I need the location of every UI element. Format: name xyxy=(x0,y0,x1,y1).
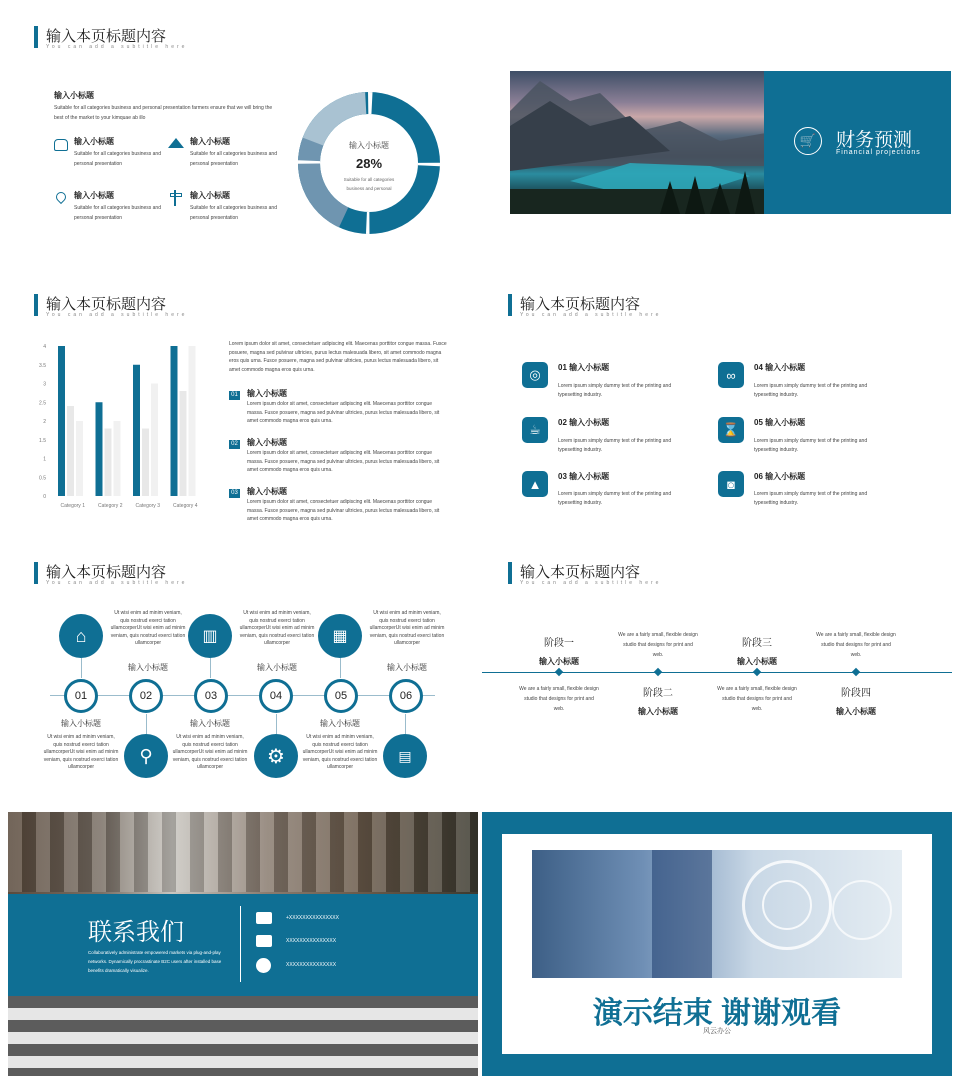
camera-icon: ◙ xyxy=(718,471,744,497)
y-tick-label: 3 xyxy=(43,381,46,388)
home-icon: ⌂ xyxy=(59,614,103,658)
stage-name: 阶段一 xyxy=(544,638,574,649)
donut-caption: Suitable for all categories business and personal xyxy=(343,177,395,191)
grid-item-title: 02 输入小标题 xyxy=(558,418,610,427)
globe-icon: ◎ xyxy=(522,362,548,388)
grid-item-title: 06 输入小标题 xyxy=(754,472,806,481)
stage-name: 阶段四 xyxy=(841,688,871,699)
slide-4-icon-grid xyxy=(482,276,952,536)
closing-title: 演示结束 谢谢观看 xyxy=(592,997,842,1030)
page-title: 输入本页标题内容 xyxy=(46,564,167,581)
mountain-icon xyxy=(168,138,184,148)
y-tick-label: 2.5 xyxy=(39,400,46,407)
step-text: Ut wisi enim ad minim veniam, quis nostrud exerci tation ullamcorperUt wisi enim ad minim veniam, quis nostrud exerci tation ullamcorper xyxy=(239,610,315,646)
slide-3-bar-chart xyxy=(8,276,478,536)
step-circle-06: 06 xyxy=(389,679,423,713)
chart-icon: ▥ xyxy=(188,614,232,658)
item-text: Lorem ipsum dolor sit amet, consectetuer adipiscing elit. Maecenas porttitor congue massa. Fusce posuere, magna sed pulvinar ultricies, purus lectus malesuada libero, sit amet commodo magna eros quis urna. xyxy=(247,499,440,522)
location-pin-icon xyxy=(54,190,68,204)
search-icon: ⚲ xyxy=(124,734,168,778)
item-title: 输入小标题 xyxy=(247,438,287,447)
graduation-cap-icon: ▲ xyxy=(522,471,548,497)
step-label: 输入小标题 xyxy=(257,663,297,672)
y-tick-label: 4 xyxy=(43,344,46,350)
feature-title: 输入小标题 xyxy=(74,191,114,200)
x-tick-label: Category 2 xyxy=(98,503,123,509)
stage-title: 输入小标题 xyxy=(737,657,777,666)
page-subtitle: You can add a subtitle here xyxy=(520,580,662,586)
stage-marker xyxy=(654,668,662,676)
stage-text: We are a fairly small, flexible design studio that designs for print and web. xyxy=(618,632,698,658)
grid-item-title: 04 输入小标题 xyxy=(754,363,806,372)
bar-chart xyxy=(28,336,208,516)
bar-2-1 xyxy=(142,429,149,497)
contact-desc: Collaboratively administrate empowered markets via plug-and-play networks. Dynamically procrastinate B2C users after installed base benefits dramatically visualize. xyxy=(88,950,222,973)
stage-marker xyxy=(753,668,761,676)
bar-2-0 xyxy=(133,365,140,496)
step-circle-01: 01 xyxy=(64,679,98,713)
slide-7-contact xyxy=(8,812,478,1076)
step-circle-05: 05 xyxy=(324,679,358,713)
stage-name: 阶段三 xyxy=(742,638,772,649)
stage-marker xyxy=(852,668,860,676)
y-tick-label: 1 xyxy=(43,456,46,463)
slide-1-overview xyxy=(8,8,478,268)
x-tick-label: Category 4 xyxy=(173,503,198,509)
stage-text: We are a fairly small, flexible design studio that designs for print and web. xyxy=(519,686,599,712)
bar-0-1 xyxy=(67,406,74,496)
stage-title: 输入小标题 xyxy=(539,657,579,666)
slide-6-stages xyxy=(482,544,952,804)
intro-text: Suitable for all categories business and personal presentation farmers ensure that we will bring the best of the market to your kimquae ab illo xyxy=(54,105,273,121)
stage-text: We are a fairly small, flexible design studio that designs for print and web. xyxy=(816,632,896,658)
step-label: 输入小标题 xyxy=(387,663,427,672)
divider xyxy=(240,906,241,982)
closing-card xyxy=(502,834,932,1054)
y-tick-label: 3.5 xyxy=(39,362,46,369)
connector-line xyxy=(146,714,147,734)
grid-item-title: 05 输入小标题 xyxy=(754,418,806,427)
chart-description: Lorem ipsum dolor sit amet, consectetuer adipiscing elit. Maecenas porttitor congue massa. Fusce posuere, magna sed pulvinar ultricies, purus lectus malesuada libero, sit amet commodo magna eros quis urna. Fusce posuere, magna sed pulvinar ultricies, purus lectus malesuada libero, sit amet commodo magna eros quis urna. xyxy=(229,341,447,373)
item-title: 输入小标题 xyxy=(247,389,287,398)
contact-card-icon xyxy=(256,912,272,924)
step-label: 输入小标题 xyxy=(190,719,230,728)
page-subtitle: You can add a subtitle here xyxy=(46,312,188,318)
section-heading: 输入小标题 xyxy=(54,91,94,100)
bar-3-1 xyxy=(180,391,187,496)
contact-value: XXXXXXXXXXXXXXX xyxy=(286,962,337,968)
slide-5-timeline xyxy=(8,544,478,804)
gear-icon: ⚙ xyxy=(254,734,298,778)
timeline-axis xyxy=(50,695,435,696)
contact-title: 联系我们 xyxy=(88,919,184,946)
feature-title: 输入小标题 xyxy=(74,137,114,146)
connector-line xyxy=(81,658,82,678)
car-icon xyxy=(54,139,68,151)
bar-3-0 xyxy=(171,346,178,496)
bar-1-0 xyxy=(96,402,103,496)
donut-label: 输入小标题 xyxy=(349,141,389,150)
feature-text: Suitable for all categories business and personal presentation xyxy=(74,205,161,221)
page-title: 输入本页标题内容 xyxy=(46,296,167,313)
grid-item-text: Lorem ipsum simply dummy text of the printing and typesetting industry. xyxy=(558,491,672,506)
step-text: Ut wisi enim ad minim veniam, quis nostrud exerci tation ullamcorperUt wisi enim ad minim veniam, quis nostrud exerci tation ullamcorper xyxy=(369,610,445,646)
panel-title: 财务预测 xyxy=(836,130,913,151)
bar-3-2 xyxy=(189,346,196,496)
grid-item-text: Lorem ipsum simply dummy text of the printing and typesetting industry. xyxy=(754,383,868,398)
step-circle-02: 02 xyxy=(129,679,163,713)
cart-icon: 🛒 xyxy=(794,127,822,155)
financial-panel xyxy=(764,71,951,214)
brand-label: 风云办公 xyxy=(703,1028,731,1035)
bar-1-1 xyxy=(105,429,112,497)
grid-item-text: Lorem ipsum simply dummy text of the printing and typesetting industry. xyxy=(754,438,868,453)
panel-subtitle: Financial projections xyxy=(836,149,921,156)
bar-2-2 xyxy=(151,384,158,497)
compass-icon xyxy=(256,958,271,973)
slide-2-financial xyxy=(482,8,952,268)
feature-text: Suitable for all categories business and personal presentation xyxy=(190,151,277,167)
x-tick-label: Category 3 xyxy=(135,503,160,509)
step-text: Ut wisi enim ad minim veniam, quis nostrud exerci tation ullamcorperUt wisi enim ad minim veniam, quis nostrud exerci tation ullamcorper xyxy=(172,734,248,770)
hourglass-icon: ⌛ xyxy=(718,417,744,443)
page-subtitle: You can add a subtitle here xyxy=(46,44,188,50)
connector-line xyxy=(276,714,277,734)
page-subtitle: You can add a subtitle here xyxy=(520,312,662,318)
contact-value: +XXXXXXXXXXXXXXX xyxy=(286,915,339,921)
step-circle-03: 03 xyxy=(194,679,228,713)
connector-line xyxy=(340,658,341,678)
step-text: Ut wisi enim ad minim veniam, quis nostrud exerci tation ullamcorperUt wisi enim ad minim veniam, quis nostrud exerci tation ullamcorper xyxy=(43,734,119,770)
item-number-badge: 01 xyxy=(229,391,240,400)
item-text: Lorem ipsum dolor sit amet, consectetuer adipiscing elit. Maecenas porttitor congue massa. Fusce posuere, magna sed pulvinar ultricies, purus lectus malesuada libero, sit amet commodo magna eros quis urna. xyxy=(247,401,440,424)
step-label: 输入小标题 xyxy=(128,663,168,672)
stage-marker xyxy=(555,668,563,676)
item-number-badge: 03 xyxy=(229,489,240,498)
step-label: 输入小标题 xyxy=(61,719,101,728)
donut-percent: 28% xyxy=(355,156,383,171)
page-title: 输入本页标题内容 xyxy=(520,296,641,313)
stage-text: We are a fairly small, flexible design studio that designs for print and web. xyxy=(717,686,797,712)
page-title: 输入本页标题内容 xyxy=(520,564,641,581)
grid-item-text: Lorem ipsum simply dummy text of the printing and typesetting industry. xyxy=(558,383,672,398)
stage-title: 输入小标题 xyxy=(836,707,876,716)
item-title: 输入小标题 xyxy=(247,487,287,496)
feature-text: Suitable for all categories business and personal presentation xyxy=(74,151,161,167)
feature-title: 输入小标题 xyxy=(190,191,230,200)
x-tick-label: Category 1 xyxy=(60,503,85,509)
slide-8-closing xyxy=(482,812,952,1076)
y-tick-label: 1.5 xyxy=(39,437,46,444)
tech-photo xyxy=(532,850,902,978)
item-text: Lorem ipsum dolor sit amet, consectetuer adipiscing elit. Maecenas porttitor congue massa. Fusce posuere, magna sed pulvinar ultricies, purus lectus malesuada libero, sit amet commodo magna eros quis urna. xyxy=(247,450,440,473)
factory-icon: ▦ xyxy=(318,614,362,658)
stage-title: 输入小标题 xyxy=(638,707,678,716)
connector-line xyxy=(210,658,211,678)
bar-0-2 xyxy=(76,421,83,496)
landscape-photo xyxy=(510,71,766,214)
page-title: 输入本页标题内容 xyxy=(46,28,167,45)
step-circle-04: 04 xyxy=(259,679,293,713)
step-text: Ut wisi enim ad minim veniam, quis nostrud exerci tation ullamcorperUt wisi enim ad minim veniam, quis nostrud exerci tation ullamcorper xyxy=(302,734,378,770)
feature-title: 输入小标题 xyxy=(190,137,230,146)
calendar-icon: ▤ xyxy=(383,734,427,778)
page-subtitle: You can add a subtitle here xyxy=(46,580,188,586)
stage-name: 阶段二 xyxy=(643,688,673,699)
step-text: Ut wisi enim ad minim veniam, quis nostrud exerci tation ullamcorperUt wisi enim ad minim veniam, quis nostrud exerci tation ullamcorper xyxy=(110,610,186,646)
bar-1-2 xyxy=(114,421,121,496)
link-icon: ∞ xyxy=(718,362,744,388)
y-tick-label: 0.5 xyxy=(39,475,46,482)
contact-value: XXXXXXXXXXXXXXX xyxy=(286,938,337,944)
bar-0-0 xyxy=(58,346,65,496)
y-tick-label: 2 xyxy=(43,419,46,425)
item-number-badge: 02 xyxy=(229,440,240,449)
y-tick-label: 0 xyxy=(43,494,46,500)
contact-panel xyxy=(8,894,478,996)
step-label: 输入小标题 xyxy=(320,719,360,728)
grid-item-title: 01 输入小标题 xyxy=(558,363,610,372)
grid-item-title: 03 输入小标题 xyxy=(558,472,610,481)
coffee-icon: ☕ xyxy=(522,417,548,443)
id-card-icon xyxy=(256,935,272,947)
feature-text: Suitable for all categories business and personal presentation xyxy=(190,205,277,221)
grid-item-text: Lorem ipsum simply dummy text of the printing and typesetting industry. xyxy=(754,491,868,506)
stage-axis xyxy=(482,672,952,673)
grid-item-text: Lorem ipsum simply dummy text of the printing and typesetting industry. xyxy=(558,438,672,453)
connector-line xyxy=(405,714,406,734)
